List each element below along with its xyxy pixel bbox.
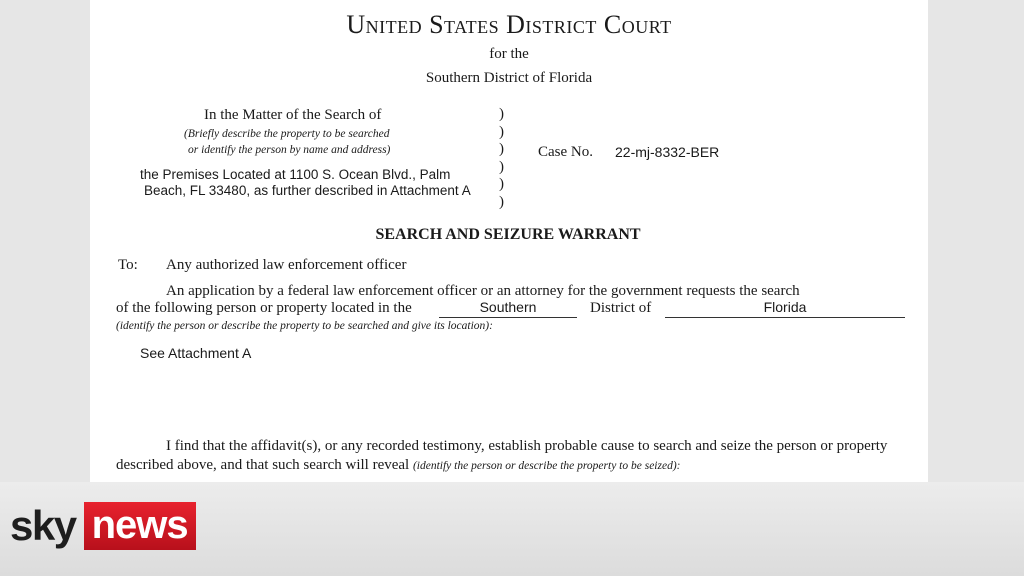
finding-text: described above, and that such search will reveal: [116, 457, 410, 473]
warrant-title: SEARCH AND SEIZURE WARRANT: [375, 226, 641, 243]
sky-news-logo: [10, 502, 196, 550]
application-line-1: An application by a federal law enforcement officer or an attorney for the government requests the search: [166, 283, 800, 299]
to-value: Any authorized law enforcement officer: [166, 257, 407, 273]
finding-instruction: (identify the person or describe the property to be seized):: [412, 460, 681, 472]
district-of-label: District of: [590, 300, 652, 316]
state-field: Florida: [665, 299, 905, 318]
attachment-reference: See Attachment A: [140, 345, 252, 361]
court-title: United States District Court: [346, 10, 672, 39]
premises-line-2: Beach, FL 33480, as further described in Attachment A: [144, 183, 471, 198]
to-label: To:: [118, 257, 138, 273]
logo-sky-text: sky: [10, 502, 76, 549]
district-name: Southern District of Florida: [425, 70, 593, 86]
matter-instruction-1: (Briefly describe the property to be searched: [184, 128, 390, 140]
matter-heading: In the Matter of the Search of: [204, 107, 382, 123]
for-the-label: for the: [489, 46, 529, 62]
identify-instruction: (identify the person or describe the property to be searched and give its location):: [116, 320, 493, 332]
finding-line-1: I find that the affidavit(s), or any recorded testimony, establish probable cause to search and seize the person or property: [166, 438, 888, 454]
warrant-document: [90, 0, 928, 482]
case-number: 22-mj-8332-BER: [615, 144, 720, 160]
finding-line-2: [116, 457, 681, 474]
district-field: Southern: [439, 299, 577, 318]
premises-line-1: the Premises Located at 1100 S. Ocean Blvd., Palm: [140, 167, 451, 182]
logo-news-text: news: [84, 502, 196, 550]
caption-parentheses: ) ) ) ) ) ): [499, 106, 504, 210]
case-number-label: Case No.: [538, 144, 593, 160]
matter-instruction-2: or identify the person by name and address): [188, 144, 391, 156]
application-line-2: of the following person or property located in the: [116, 300, 412, 316]
